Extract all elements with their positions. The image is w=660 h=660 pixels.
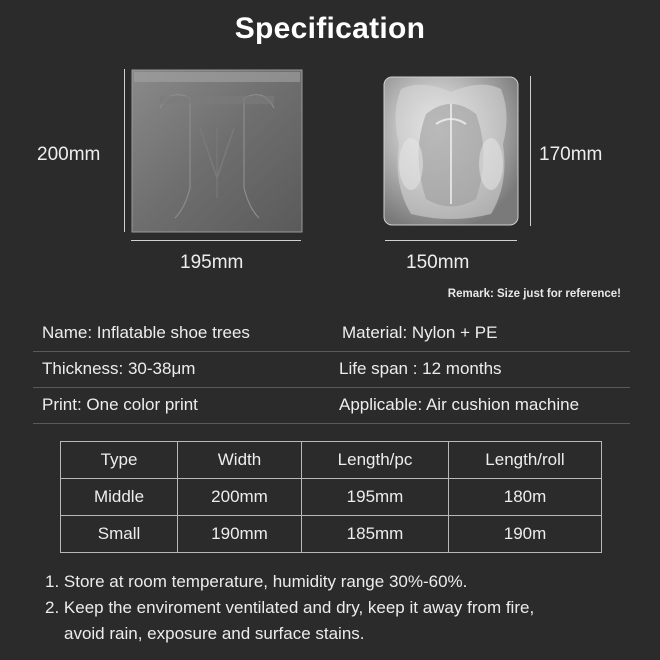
spec-life-span: Life span : 12 months <box>339 359 502 378</box>
care-notes <box>45 569 635 647</box>
table-cell: 190mm <box>178 516 302 553</box>
right-height-dim-line <box>530 76 531 226</box>
size-table <box>60 441 602 553</box>
table-cell: 185mm <box>302 516 449 553</box>
table-cell: 200mm <box>178 479 302 516</box>
spec-row <box>33 317 630 352</box>
note-item <box>45 595 635 647</box>
spec-name: Name: Inflatable shoe trees <box>42 323 250 342</box>
left-width-dim-line <box>131 240 301 241</box>
table-cell: Middle <box>61 479 178 516</box>
note-item <box>45 569 635 595</box>
spec-print: Print: One color print <box>42 395 198 414</box>
remark-note: Remark: Size just for reference! <box>447 288 621 300</box>
spec-thickness: Thickness: 30-38μm <box>42 359 196 378</box>
spec-row <box>33 389 630 424</box>
table-row <box>61 516 602 553</box>
right-width-label: 150mm <box>406 252 470 273</box>
spec-material: Material: Nylon + PE <box>342 323 498 342</box>
left-height-dim-line <box>124 69 125 232</box>
spec-applicable: Applicable: Air cushion machine <box>339 395 580 414</box>
left-height-label: 200mm <box>37 144 101 165</box>
table-header-row <box>61 442 602 479</box>
note-text: 1. Store at room temperature, humidity range 30%-60%. <box>45 572 468 591</box>
table-cell: Small <box>61 516 178 553</box>
table-cell: 190m <box>449 516 602 553</box>
flat-bag-image <box>130 68 304 234</box>
table-header-length-pc: Length/pc <box>302 442 449 479</box>
table-header-width: Width <box>178 442 302 479</box>
note-text: 2. Keep the enviroment ventilated and dry, keep it away from fire, <box>45 598 535 617</box>
page-title: Specification <box>234 12 426 45</box>
right-height-label: 170mm <box>539 144 603 165</box>
spec-row <box>33 353 630 388</box>
table-header-length-roll: Length/roll <box>449 442 602 479</box>
left-width-label: 195mm <box>180 252 244 273</box>
table-cell: 180m <box>449 479 602 516</box>
table-header-type: Type <box>61 442 178 479</box>
inflated-bag-image <box>381 74 521 228</box>
table-row <box>61 479 602 516</box>
right-width-dim-line <box>385 240 517 241</box>
table-cell: 195mm <box>302 479 449 516</box>
note-text-continued: avoid rain, exposure and surface stains. <box>64 624 365 643</box>
